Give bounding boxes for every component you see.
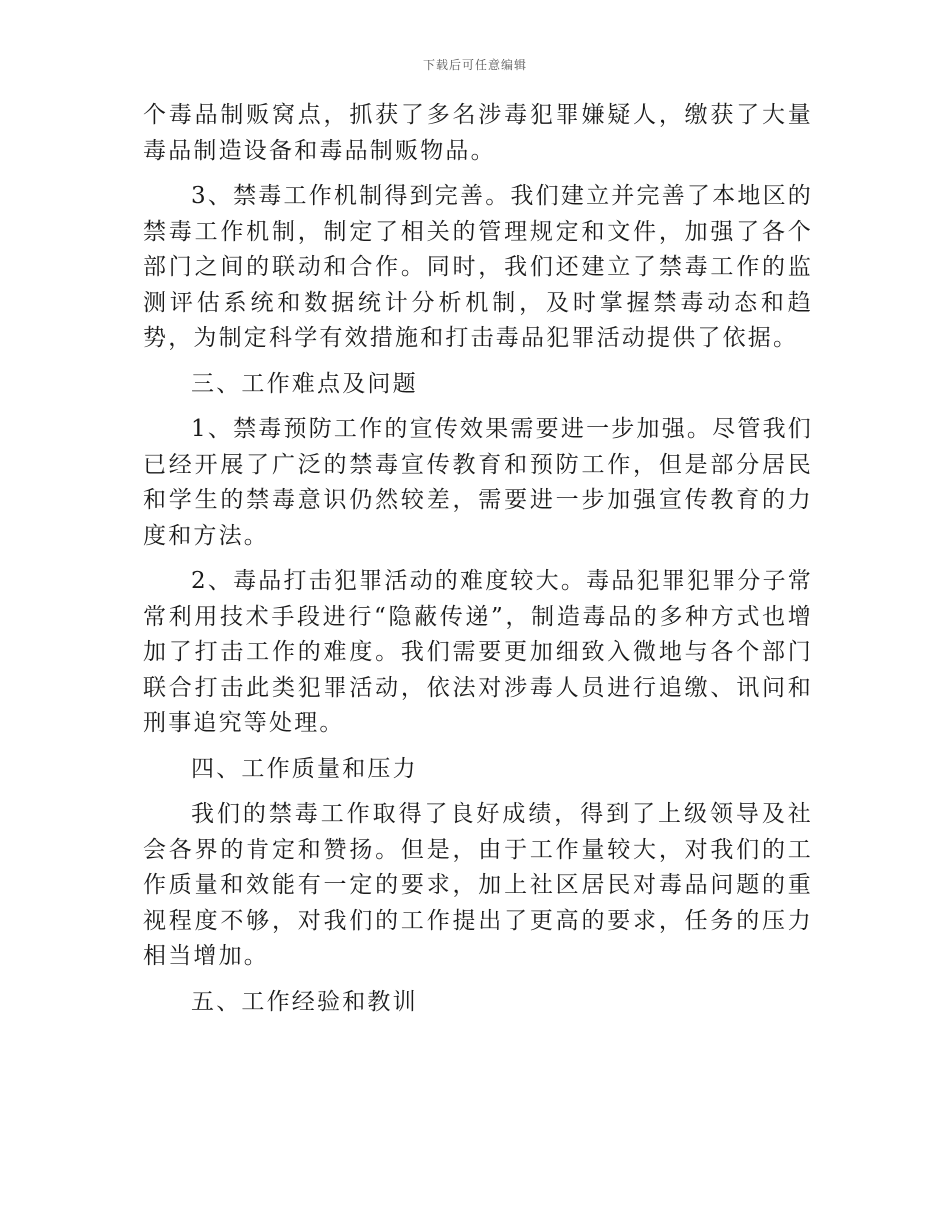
paragraph-item-3: 3、禁毒工作机制得到完善。我们建立并完善了本地区的禁毒工作机制，制定了相关的管理规定和文件，加强了各个部门之间的联动和合作。同时，我们还建立了禁毒工作的监测评估系统和数据统计分析机制，及时掌握禁毒动态和趋势，为制定科学有效措施和打击毒品犯罪活动提供了依据。 <box>143 183 813 351</box>
document-body <box>143 98 813 1020</box>
section-heading-4: 四、工作质量和压力 <box>191 755 418 782</box>
paragraph-continuation: 个毒品制贩窝点，抓获了多名涉毒犯罪嫌疑人，缴获了大量毒品制造设备和毒品制贩物品。 <box>143 102 813 164</box>
paragraph-difficulty-2: 2、毒品打击犯罪活动的难度较大。毒品犯罪犯罪分子常常利用技术手段进行“隐蔽传递”，制造毒品的多种方式也增加了打击工作的难度。我们需要更加细致入微地与各个部门联合打击此类犯罪活动，依法对涉毒人员进行追缴、讯问和刑事追究等处理。 <box>143 568 813 736</box>
paragraph-quality-pressure: 我们的禁毒工作取得了良好成绩，得到了上级领导及社会各界的肯定和赞扬。但是，由于工作量较大，对我们的工作质量和效能有一定的要求，加上社区居民对毒品问题的重视程度不够，对我们的工作提出了更高的要求，任务的压力相当增加。 <box>143 801 813 969</box>
section-heading-5: 五、工作经验和教训 <box>191 988 418 1015</box>
page-header-note: 下载后可任意编辑 <box>422 58 527 72</box>
paragraph-difficulty-1: 1、禁毒预防工作的宣传效果需要进一步加强。尽管我们已经开展了广泛的禁毒宣传教育和预防工作，但是部分居民和学生的禁毒意识仍然较差，需要进一步加强宣传教育的力度和方法。 <box>143 416 813 549</box>
section-heading-3: 三、工作难点及问题 <box>191 370 418 397</box>
